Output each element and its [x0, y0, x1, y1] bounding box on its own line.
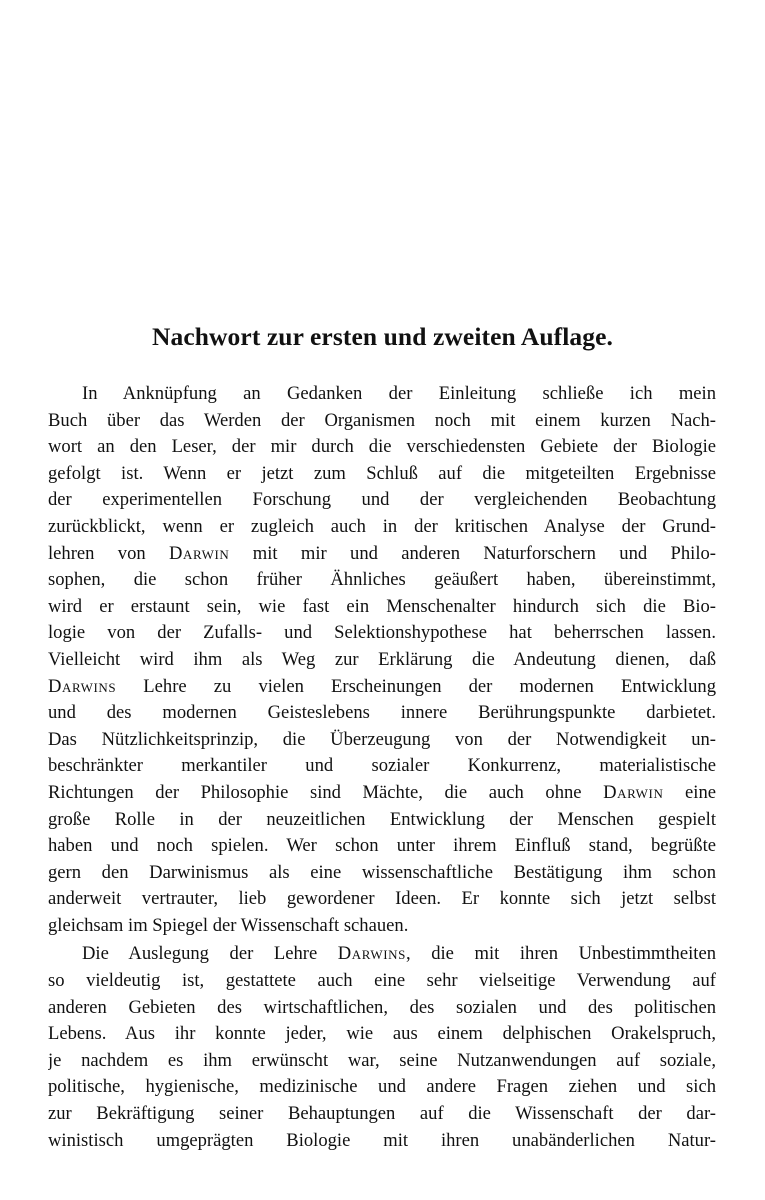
paragraph-2 [48, 941, 716, 1154]
chapter-heading: Nachwort zur ersten und zweiten Auflage. [151, 322, 614, 351]
text-line: zur Bekräftigung seiner Behauptungen auf die Wissenschaft der dar- [48, 1103, 716, 1125]
text-line: politische, hygienische, medizinische und andere Fragen ziehen und sich [48, 1076, 716, 1098]
text-line: sophen, die schon früher Ähnliches geäußert haben, übereinstimmt, [48, 569, 716, 591]
text-line: große Rolle in der neuzeitlichen Entwicklung der Menschen gespielt [48, 808, 716, 830]
author-name: Darwins [337, 943, 406, 965]
text-line: Buch über das Werden der Organismen noch mit einem kurzen Nach- [48, 409, 716, 431]
text-line: logie von der Zufalls- und Selektionshypothese hat beherrschen lassen. [48, 622, 716, 644]
text-line: winistisch umgeprägten Biologie mit ihren unabänderlichen Natur- [48, 1129, 716, 1151]
text-line: zurückblickt, wenn er zugleich auch in der kritischen Analyse der Grund- [48, 515, 716, 537]
author-name: Darwins [48, 675, 117, 697]
author-name: Darwin [603, 781, 664, 803]
text-line: wird er erstaunt sein, wie fast ein Menschenalter hindurch sich die Bio- [48, 595, 716, 617]
text-line: lehren von Darwin mit mir und anderen Naturforschern und Philo- [48, 542, 716, 564]
text-line: so vieldeutig ist, gestattete auch eine sehr vielseitige Verwendung auf [48, 970, 716, 992]
text-line: beschränkter merkantiler und sozialer Konkurrenz, materialistische [48, 755, 716, 777]
text-line: gern den Darwinismus als eine wissenschaftliche Bestätigung ihm schon [48, 861, 716, 883]
text-line: anderen Gebieten des wirtschaftlichen, des sozialen und des politischen [48, 996, 716, 1018]
text-line: Das Nützlichkeitsprinzip, die Überzeugung von der Notwendigkeit un- [48, 728, 716, 750]
text-line: wort an den Leser, der mir durch die verschiedensten Gebiete der Biologie [48, 436, 716, 458]
text-line: Lebens. Aus ihr konnte jeder, wie aus einem delphischen Orakelspruch, [48, 1023, 716, 1045]
text-line: haben und noch spielen. Wer schon unter ihrem Einfluß stand, begrüßte [48, 835, 716, 857]
text-line: Darwins Lehre zu vielen Erscheinungen der modernen Entwicklung [48, 675, 716, 697]
text-line: In Anknüpfung an Gedanken der Einleitung schließe ich mein [82, 383, 716, 404]
text-line: Vielleicht wird ihm als Weg zur Erklärung die Andeutung dienen, daß [48, 648, 716, 670]
author-name: Darwin [169, 542, 230, 564]
paragraph-1 [48, 381, 716, 939]
text-line: Die Auslegung der Lehre Darwins, die mit ihren Unbestimmtheiten [82, 943, 716, 965]
text-line: anderweit vertrauter, lieb gewordener Ideen. Er konnte sich jetzt selbst [48, 888, 716, 910]
text-line: je nachdem es ihm erwünscht war, seine Nutzanwendungen auf soziale, [48, 1049, 716, 1071]
body-text [48, 381, 716, 1154]
text-line: gleichsam im Spiegel der Wissenschaft schauen. [48, 914, 409, 936]
text-line: gefolgt ist. Wenn er jetzt zum Schluß auf die mitgeteilten Ergebnisse [48, 462, 716, 484]
text-line: der experimentellen Forschung und der vergleichenden Beobachtung [48, 489, 716, 511]
text-line: Richtungen der Philosophie sind Mächte, die auch ohne Darwin eine [48, 781, 716, 803]
text-line: und des modernen Geisteslebens innere Berührungspunkte darbietet. [48, 702, 716, 724]
